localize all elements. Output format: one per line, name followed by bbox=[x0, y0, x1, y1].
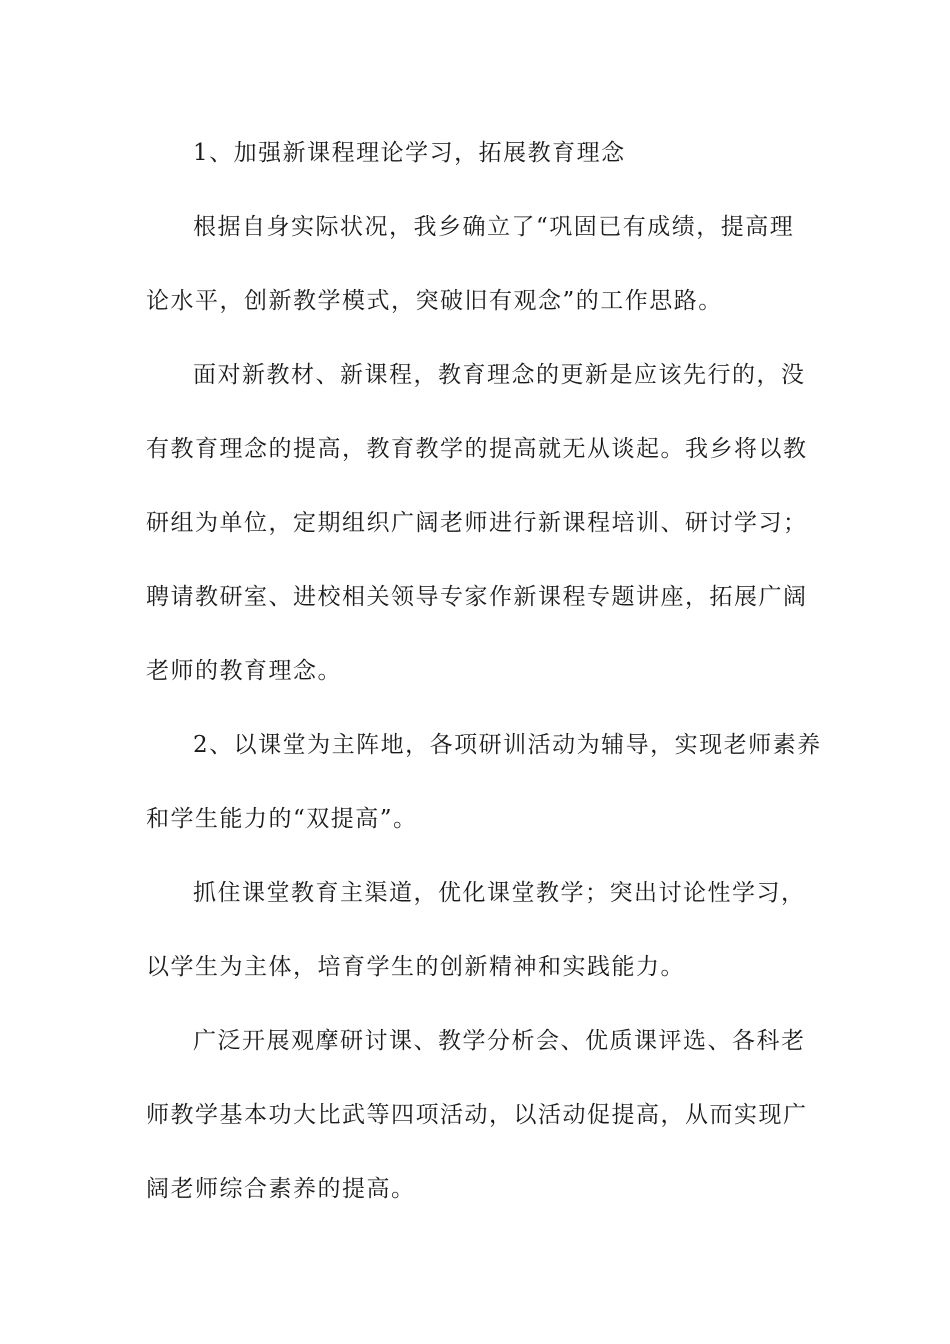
paragraph-4-line-3: 阔老师综合素养的提高。 bbox=[146, 1176, 416, 1202]
paragraph-3-line-2: 以学生为主体，培育学生的创新精神和实践能力。 bbox=[146, 954, 685, 980]
paragraph-1-line-1: 根据自身实际状况，我乡确立了“巩固已有成绩，提高理 bbox=[193, 214, 795, 240]
paragraph-1-line-2: 论水平，创新教学模式，突破旧有观念”的工作思路。 bbox=[146, 288, 723, 314]
paragraph-2-line-4: 聘请教研室、进校相关领导专家作新课程专题讲座，拓展广阔 bbox=[146, 584, 808, 610]
paragraph-3-line-1: 抓住课堂教育主渠道，优化课堂教学；突出讨论性学习， bbox=[193, 880, 806, 906]
paragraph-4-line-1: 广泛开展观摩研讨课、教学分析会、优质课评选、各科老 bbox=[193, 1028, 806, 1054]
section-heading-1: 1、加强新课程理论学习，拓展教育理念 bbox=[193, 140, 626, 166]
section-heading-2-line-2: 和学生能力的“双提高”。 bbox=[146, 806, 418, 832]
paragraph-2-line-5: 老师的教育理念。 bbox=[146, 658, 342, 684]
paragraph-2-line-2: 有教育理念的提高，教育教学的提高就无从谈起。我乡将以教 bbox=[146, 436, 808, 462]
paragraph-4-line-2: 师教学基本功大比武等四项活动，以活动促提高，从而实现广 bbox=[146, 1102, 808, 1128]
paragraph-2-line-1: 面对新教材、新课程，教育理念的更新是应该先行的，没 bbox=[193, 362, 806, 388]
paragraph-2-line-3: 研组为单位，定期组织广阔老师进行新课程培训、研讨学习； bbox=[146, 510, 808, 536]
section-heading-2-line-1: 2、以课堂为主阵地，各项研训活动为辅导，实现老师素养 bbox=[193, 732, 822, 758]
